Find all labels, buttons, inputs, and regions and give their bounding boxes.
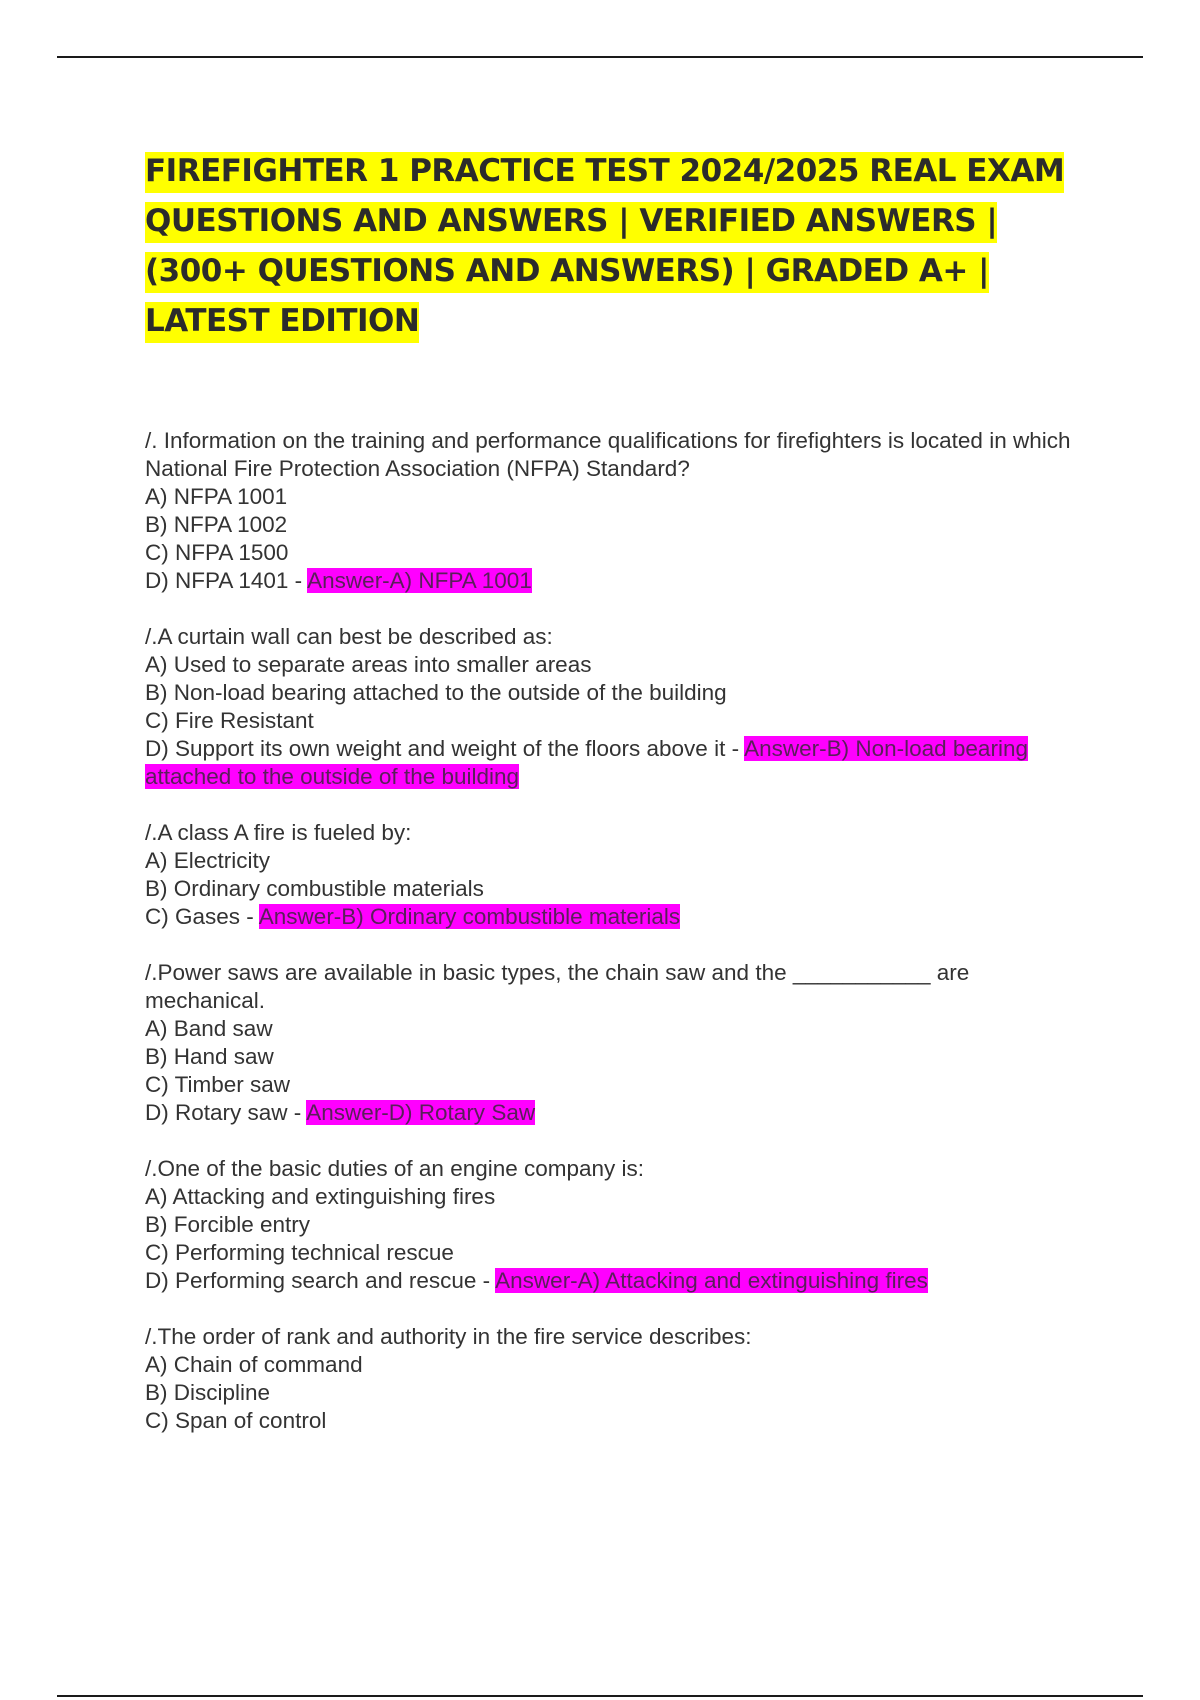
answer-highlight: Answer-D) Rotary Saw xyxy=(306,1100,536,1125)
option: B) Non-load bearing attached to the outside of the building xyxy=(145,680,727,705)
option: B) Discipline xyxy=(145,1380,271,1405)
document-title xyxy=(145,146,1065,346)
answer-highlight: Answer-A) NFPA 1001 xyxy=(307,568,532,593)
answer-highlight: Answer-B) Ordinary combustible materials xyxy=(258,904,681,929)
option: C) Span of control xyxy=(145,1408,327,1433)
option: B) NFPA 1002 xyxy=(145,512,288,537)
last-option-line xyxy=(145,567,1085,595)
option: A) Chain of command xyxy=(145,1352,363,1377)
last-option-line xyxy=(145,735,1085,791)
title-highlight: FIREFIGHTER 1 PRACTICE TEST 2024/2025 REAL EXAM QUESTIONS AND ANSWERS | VERIFIED ANSWERS | (300+ QUESTIONS AND ANSWERS) | GRADED A+ | LATEST EDITION xyxy=(145,152,1064,343)
top-rule xyxy=(57,56,1143,58)
option: B) Hand saw xyxy=(145,1044,274,1069)
answer-highlight: Answer-A) Attacking and extinguishing fires xyxy=(495,1268,928,1293)
option: D) Rotary saw - xyxy=(145,1100,307,1125)
option: D) NFPA 1401 - xyxy=(145,568,308,593)
question-item xyxy=(145,1323,1085,1435)
question-stem: /.Power saws are available in basic types, the chain saw and the ___________ are mechanical. xyxy=(145,960,970,1013)
answer-highlight: Answer-B) Non-load bearing attached to the outside of the building xyxy=(145,736,1028,789)
question-item xyxy=(145,1155,1085,1295)
option: C) Performing technical rescue xyxy=(145,1240,454,1265)
option: A) Used to separate areas into smaller areas xyxy=(145,652,592,677)
last-option-line xyxy=(145,1267,1085,1295)
option: A) Band saw xyxy=(145,1016,273,1041)
option: A) NFPA 1001 xyxy=(145,484,288,509)
question-stem: /.A curtain wall can best be described as: xyxy=(145,624,553,649)
question-item xyxy=(145,623,1085,791)
option: C) Timber saw xyxy=(145,1072,291,1097)
question-stem: /. Information on the training and performance qualifications for firefighters is located in which National Fire Protection Association (NFPA) Standard? xyxy=(145,428,1071,481)
option: D) Performing search and rescue - xyxy=(145,1268,496,1293)
option: B) Forcible entry xyxy=(145,1212,311,1237)
question-stem: /.One of the basic duties of an engine company is: xyxy=(145,1156,645,1181)
option: C) NFPA 1500 xyxy=(145,540,289,565)
option: A) Electricity xyxy=(145,848,271,873)
question-stem: /.A class A fire is fueled by: xyxy=(145,820,412,845)
last-option-line xyxy=(145,1099,1085,1127)
question-item xyxy=(145,959,1085,1127)
question-item xyxy=(145,819,1085,931)
option: D) Support its own weight and weight of the floors above it - xyxy=(145,736,745,761)
option: A) Attacking and extinguishing fires xyxy=(145,1184,496,1209)
question-item xyxy=(145,427,1085,595)
option: B) Ordinary combustible materials xyxy=(145,876,484,901)
option: C) Gases - xyxy=(145,904,259,929)
last-option-line xyxy=(145,903,1085,931)
bottom-rule xyxy=(57,1695,1143,1697)
question-list xyxy=(145,427,1085,1463)
question-stem: /.The order of rank and authority in the fire service describes: xyxy=(145,1324,752,1349)
option: C) Fire Resistant xyxy=(145,708,314,733)
